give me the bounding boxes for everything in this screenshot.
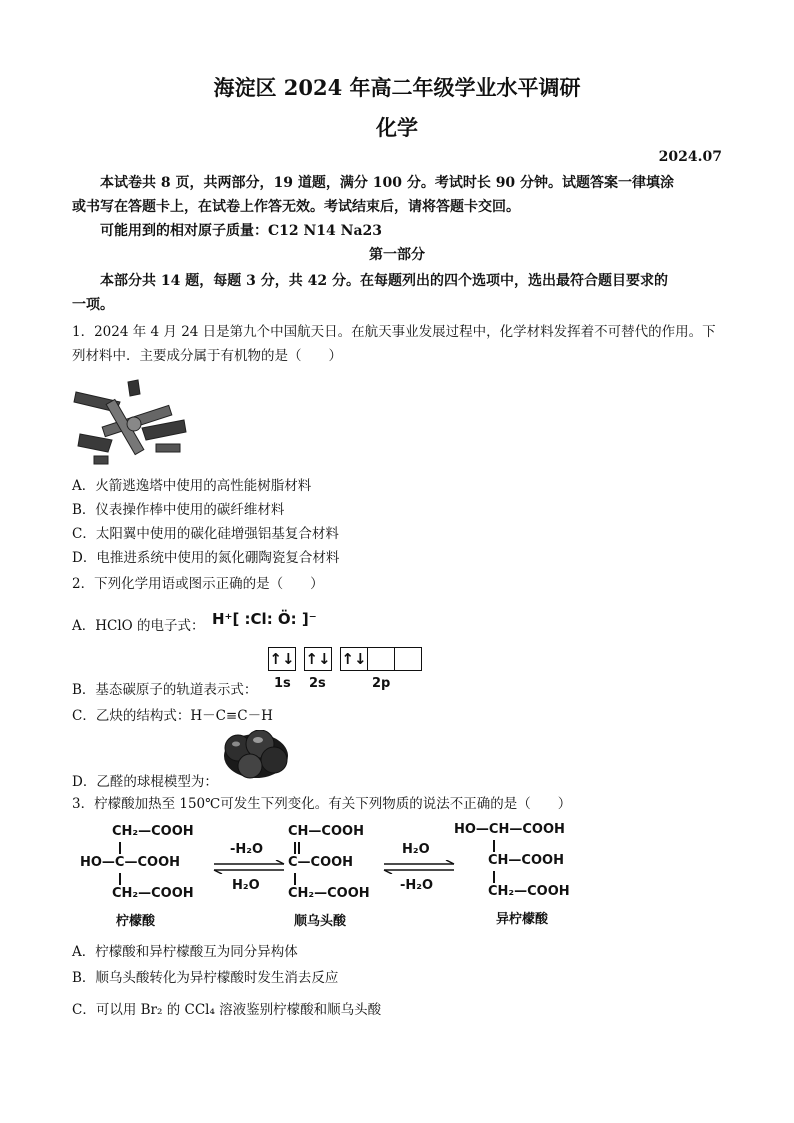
q2-option-c: C．乙炔的结构式：H－C≡C－H [72,708,273,724]
citric-acid-name: 柠檬酸 [116,914,156,929]
orbital-arrows-2p: ↑↓ [340,647,368,671]
bond-line [493,871,495,883]
equilibrium-arrow-1 [212,860,286,874]
orbital-arrows-2s: ↑↓ [304,647,332,671]
double-bond-line [298,842,300,854]
orbital-label-2s: 2s [309,676,326,691]
citric-acid-row-1: CH₂—COOH [112,824,194,839]
q1-option-c: C．太阳翼中使用的碳化硅增强铝基复合材料 [72,526,339,542]
arrow2-bottom-label: -H₂O [400,878,434,893]
q2-option-a: A．HClO 的电子式： [72,618,205,634]
isocitric-acid-row-2: CH—COOH [488,853,564,868]
orbital-empty-2p-b [368,647,395,671]
aconitic-acid-row-3: CH₂—COOH [288,886,370,901]
reaction-scheme [72,822,722,932]
arrow2-top-label: H₂O [402,842,430,857]
q2-stem: 2．下列化学用语或图示正确的是（ ） [72,576,324,592]
orbital-empty-2p-c [395,647,422,671]
aconitic-acid-name: 顺乌头酸 [294,914,347,929]
subject-title: 化学 [376,115,418,140]
q2-option-d: D．乙醛的球棍模型为： [72,774,218,790]
bond-line [493,840,495,852]
acetaldehyde-ball-model [216,730,296,782]
orbital-box-2s [304,647,332,671]
orbital-box-1s [268,647,296,671]
bond-line [119,873,121,885]
arrow1-bottom-label: H₂O [232,878,260,893]
bond-line [294,873,296,885]
citric-acid-row-3: CH₂—COOH [112,886,194,901]
exam-title: 海淀区 2024 年高二年级学业水平调研 [213,75,581,100]
q1-option-a: A．火箭逃逸塔中使用的高性能树脂材料 [72,478,312,494]
q1-option-b: B．仪表操作棒中使用的碳纤维材料 [72,502,285,518]
q1-stem-1: 1．2024 年 4 月 24 日是第九个中国航天日。在航天事业发展过程中，化学材料发挥着不可替代的作用。下 [72,324,716,340]
isocitric-acid-row-3: CH₂—COOH [488,884,570,899]
bond-line [119,842,121,854]
isocitric-acid-row-1: HO—CH—COOH [454,822,565,837]
part1-heading: 第一部分 [369,247,425,263]
orbital-boxes-2p [340,647,422,671]
hclo-electron-formula: H⁺[ :Cl: Ö: ]⁻ [212,610,317,628]
space-station-image [72,378,192,466]
atomic-mass-line: 可能用到的相对原子质量：C12 N14 Na23 [100,223,383,239]
orbital-label-2p: 2p [372,676,391,691]
exam-date: 2024.07 [658,149,722,165]
part1-description-2: 一项。 [72,297,114,313]
isocitric-acid-name: 异柠檬酸 [496,912,549,927]
orbital-arrows-1s: ↑↓ [268,647,296,671]
aconitic-acid-row-1: CH—COOH [288,824,364,839]
q3-option-a: A．柠檬酸和异柠檬酸互为同分异构体 [72,944,298,960]
instructions-line-1: 本试卷共 8 页，共两部分，19 道题，满分 100 分。考试时长 90 分钟。试题答案一律填涂 [100,175,675,191]
q3-stem: 3．柠檬酸加热至 150℃可发生下列变化。有关下列物质的说法不正确的是（ ） [72,796,572,812]
equilibrium-arrow-2 [382,860,456,874]
aconitic-acid-row-2: C—COOH [288,855,354,870]
q3-option-c: C．可以用 Br₂ 的 CCl₄ 溶液鉴别柠檬酸和顺乌头酸 [72,1002,382,1018]
citric-acid-row-2: HO—C—COOH [80,855,180,870]
double-bond-line [294,842,296,854]
q1-stem-2: 列材料中．主要成分属于有机物的是（ ） [72,348,342,364]
arrow1-top-label: -H₂O [230,842,264,857]
orbital-label-1s: 1s [274,676,291,691]
q2-option-b: B．基态碳原子的轨道表示式： [72,682,258,698]
q1-option-d: D．电推进系统中使用的氮化硼陶瓷复合材料 [72,550,340,566]
q3-option-b: B．顺乌头酸转化为异柠檬酸时发生消去反应 [72,970,339,986]
part1-description-1: 本部分共 14 题，每题 3 分，共 42 分。在每题列出的四个选项中，选出最符合题目要求的 [100,273,668,289]
instructions-line-2: 或书写在答题卡上，在试卷上作答无效。考试结束后，请将答题卡交回。 [72,199,520,215]
